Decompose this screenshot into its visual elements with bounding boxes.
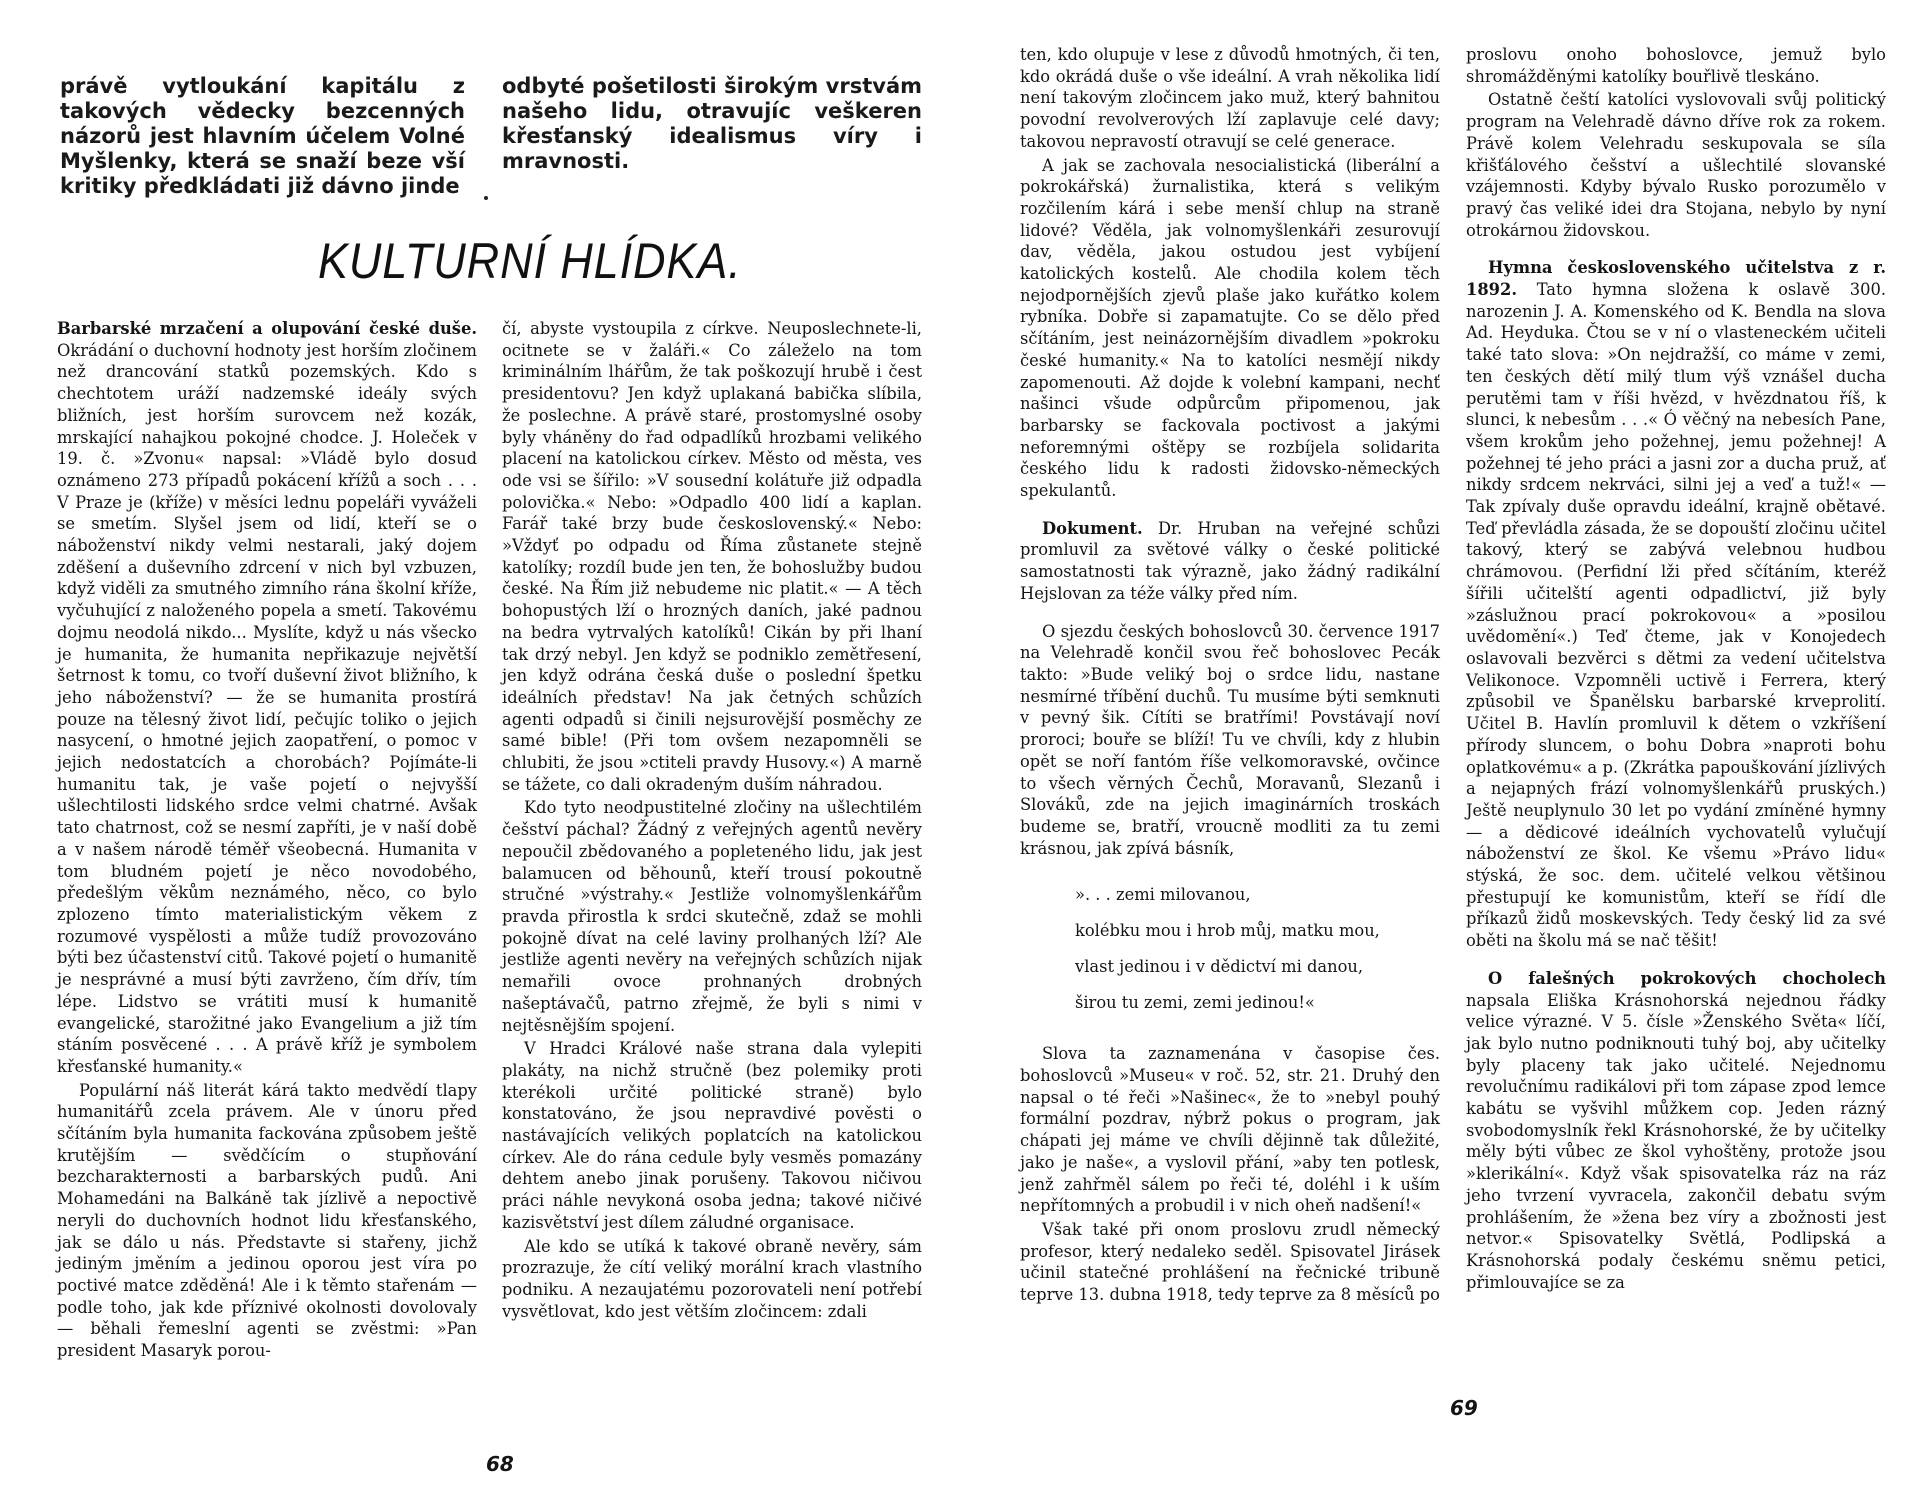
- right-page: [966, 0, 1932, 1500]
- poem-line: vlast jedinou i v dědictví mi danou,: [1075, 957, 1364, 977]
- left-page-column-1: [57, 318, 477, 1362]
- paragraph: Hymna československého učitelstva z r. 1892. Tato hymna složena k oslavě 300. narozenin J. A. Komenského od K. Bendla na slova Ad. Heyduka. Čtou se v ní o vlasteneckém učiteli také tato slova: »On nejdražší, co máme v zemi, ten českých dětí milý tlum výš vznášel ducha perutěmi tam v říši hvězd, v hvězdnatou říš, k slunci, k nebesům . . .« Ó věčný na nebesích Pane, všem krokům jeho požehnej, jemu požehnej! A požehnej té jeho práci a jasni zor a ducha pruž, ať nikdy srdcem nekrváci, silni jej a veď a tuž!« — Tak zpívaly duše opravdu ideální, krajně obětavé. Teď převládla zásada, že se dopouští zločinu učitel takový, který se zabývá velebnou hudbou chrámovou. (Perfidní lži před sčítáním, kteréž šířili učitelští agenti odpadlictví, již byly »záslužnou prací pokrokovou« a »posilou uvědomění«.) Teď čteme, jak v Konojedech oslavovali bezvěrci s dětmi za vedení učitelstva Velikonoce. Vzpomněli uctivě i Ferrera, který způsobil ve Španělsku barbarské krveprolití. Učitel B. Havlín promluvil k dětem o vzkříšení přírody sluncem, o bohu Dobra »naproti bohu oplatkovému« a p. (Zkrátka papouškování jízlivých a nejapných frází volnomyšlenkářů pruských.) Ještě neuplynulo 30 let po vydání zmíněné hymny — a dědicové ideálních vychovatelů vylučují náboženství ze škol. Ke všemu »Právo lidu« stýská, že soc. dem. učitelé velkou většinou přestupují ke komunistům, kteří se řídí dle příkazů židů moskevských. Tedy český lid za své oběti na školu má se nač těšit!: [1466, 258, 1886, 951]
- left-page-column-2: [502, 318, 922, 1322]
- section-title: KULTURNÍ HLÍDKA.: [318, 233, 742, 289]
- page-number: 68: [486, 1452, 514, 1476]
- page-number: 69: [1450, 1396, 1478, 1420]
- paragraph: čí, abyste vystoupila z církve. Neuposlechnete-li, ocitnete se v žaláři.« Co záleželo na tom kriminálním lhářům, že tak poškozují hrubě i čest presidentovu? Jen když uplakaná babička slíbila, že poslechne. A právě staré, prostomyslné osoby byly vháněny do řad odpadlíků hrozbami velikého placení na katolickou církev. Město od města, ves ode vsi se šířilo: »V sousední kolátuře již odpadla polovička.« Nebo: »Odpadlo 400 lidí a kaplan. Farář také brzy bude československý.« Nebo: »Vždyť po odpadu od Říma zůstanete stejně katolíky; rozdíl bude jen ten, že bohoslužby budou české. Na Řím již nebudeme nic platit.« — A těch bohopustých lží o hrozných daních, jaké padnou na bedra vytrvalých katolíků! Cikán by při lhaní tak drzý nebyl. Jen když se podniklo zemětřesení, jen když odrána česká duše o poslední špetku ideálních představ! Na jak četných schůzích agenti odpadů si činili nejsurovější posměchy ze samé bible! (Při tom ovšem nezapomněli se chlubiti, že jsou »ctiteli pravdy Husovy.«) A marně se tážete, co dali okradeným duším náhradou.: [502, 319, 922, 794]
- paragraph-lead: Barbarské mrzačení a olupování české duše.: [57, 319, 477, 338]
- paragraph-lead: Hymna československého učitelstva z r. 1892.: [1466, 258, 1886, 300]
- paragraph-lead: Dokument.: [1042, 518, 1143, 538]
- paragraph: O falešných pokrokových chocholech napsala Eliška Krásnohorská nejednou řádky velice výrazné. V 5. čísle »Ženského Světa« líčí, jak bylo nutno podniknouti tuhý boj, aby učitelky byly placeny tak jako učitelé. Nejednomu revolučnímu radikálovi při tom zápase zpod lemce kabátu se vyšvihl můžkem cop. Jeden rázný svobodomyslník řekl Krásnohorské, že by učitelky měly býti vůbec ze škol vyhoštěny, protože jsou »klerikální«. Když však spisovatelka ráz na ráz jeho tvrzení vyvracela, zakončil debatu svým prohlášením, že »žena bez víry a zbožnosti jest netvor.« Spisovatelky Světlá, Podlipská a Krásnohorská podaly českému sněmu petici, přimlouvajíce se za: [1466, 968, 1886, 1292]
- poem-line: širou tu zemi, zemi jedinou!«: [1075, 993, 1315, 1013]
- top-left-paragraph: právě vytloukání kapitálu z takových vědecky bezcenných názorů jest hlavním účelem Volné Myšlenky, která se snaží beze vší kritiky předkládati již dávno jinde: [60, 74, 465, 198]
- top-right-paragraph: odbyté pošetilosti širokým vrstvám našeho lidu, otravujíc veškeren křesťanský idealismus víry i mravnosti.: [502, 74, 922, 173]
- paragraph: V Hradci Králové naše strana dala vylepiti plakáty, na nichž stručně (bez polemiky proti kterékoli určité politické straně) bylo konstatováno, že jsou nepravdivé pověsti o nastávajících velikých poplatcích na katolickou církev. Ale do rána cedule byly vesměs pomazány dehtem anebo jinak porušeny. Takovou ničivou práci náhle nevykoná osoba jedna; takové ničivé kazisvětství jest dílem záludné organisace.: [502, 1039, 922, 1232]
- paragraph: proslovu onoho bohoslovce, jemuž bylo shromážděnými katolíky bouřlivě tleskáno.: [1466, 45, 1886, 86]
- poem-line: kolébku mou i hrob můj, matku mou,: [1075, 921, 1380, 941]
- paragraph: Ostatně čeští katolíci vyslovovali svůj politický program na Velehradě dávno dříve rok za rokem. Právě kolem Velehradu seskupovala se síla křišťálového češství a ušlechtilé slovanské vzájemnosti. Kdyby bývalo Rusko porozumělo v pravý čas veliké idei dra Stojana, nebylo by nyní otrokárnou židovskou.: [1466, 90, 1886, 240]
- paragraph: Však také při onom proslovu zrudl německý profesor, který nedaleko seděl. Spisovatel Jirásek učinil statečné prohlášení na řečnické tribuně teprve 13. dubna 1918, tedy teprve za 8 měsíců po: [1020, 1219, 1440, 1305]
- paragraph: Barbarské mrzačení a olupování české duše. Okrádání o duchovní hodnoty jest horším zločinem než drancování statků pozemských. Kdo s chechtotem uráží nadzemské ideály svých bližních, jest horším surovcem než kozák, mrskající nahajkou pokojné chodce. J. Holeček v 19. č. »Zvonu« napsal: »Vládě bylo dosud oznámeno 273 případů pokácení křížů a soch . . . V Praze je (kříže) v měsíci lednu popeláři vyváželi se smetím. Slyšel jsem od lidí, kteří se o náboženství nikdy velmi nestarali, jaký dojem zděšení a duševního zdrcení v nich byl vzbuzen, když viděli za smutného zimního rána školní kříže, vyčuhující z naloženého popela a smetí. Takovému dojmu neodolá nikdo... Myslíte, když u nás všecko je humanita, že humanita nepřikazuje největší šetrnost k tomu, co tvoří duševní život bližního, k jeho náboženství? — že se humanita prostírá pouze na tělesný život lidí, pečujíc toliko o jejich nasycení, o hmotné jejich zaopatření, o pomoc v jejich nedostatcích a chorobách? Pojímáte-li humanitu tak, je vaše pojetí o nejvyšší ušlechtilosti lidského srdce velmi chatrné. Avšak tato chatrnost, což se nesmí zapříti, je v naší době a v našem národě téměř všeobecná. Humanita v tom bludném pojetí je něco novodobého, předešlým věkům neznámého, něco, co bylo zplozeno tímto materialistickým věkem z rozumové vyspělosti a může tudíž provozováno býti bez účastenství citů. Takové pojetí o humanitě je nesprávné a musí býti zavrženo, čím dřív, tím lépe. Lidstvo se vrátiti musí k humanitě evangelické, starožitné jako Evangelium a již tím stáním posvěcené . . . A právě kříž je symbolem křesťanské humanity.«: [57, 319, 477, 1076]
- paragraph: Slova ta zaznamenána v časopise čes. bohoslovců »Museu« v roč. 52, str. 21. Druhý den napsal o té řeči »Našinec«, že to »nebyl pouhý formální pozdrav, nýbrž pokus o program, jak chápati jej máme ve chvíli dějinně tak důležité, jako je naše«, a vyslovil přání, »aby ten potlesk, jenž zahřměl sálem po řeči té, doléhl i k uším nepřítomných a probudil i v nich oheň nadšení!«: [1020, 1044, 1440, 1216]
- ornament-dot: [484, 196, 488, 200]
- paragraph: Populární náš literát kárá takto medvědí tlapy humanitářů zcela právem. Ale v únoru před sčítáním byla humanita fackována způsobem ještě krutějším — svědčícím o stupňování bezcharakternosti a barbarských pudů. Ani Mohamedáni na Balkáně tak jízlivě a nepoctivě neryli do duchovních hodnot lidu křesťanského, jak se dálo u nás. Představte si stařeny, jichž jediným jměním a jedinou oporou jest víra po poctivé matce zděděná! Ale i k těmto stařenám — podle toho, jak kde příznivé okolnosti dovolovaly — běhali řemeslní agenti se zvěstmi: »Pan president Masaryk porou-: [57, 1080, 477, 1361]
- poem-line: ». . . zemi milovanou,: [1075, 885, 1251, 905]
- paragraph: Kdo tyto neodpustitelné zločiny na ušlechtilém češství páchal? Žádný z veřejných agentů nevěry nepoučil zbědovaného a popleteného lidu, jak jest balamucen od běhounů, kteří trousí pokoutně stručné »výstrahy.« Jestliže volnomyšlenkářům pravda přirostla k srdci skutečně, zdaž se mohli pokojně dívat na celé laviny prolhaných lží? Ale jestliže agenti nevěry na veřejných schůzích nijak nemařili ovoce prohnaných drobných našeptávačů, patrno zřejmě, že byli s nimi v nejtěsnějším spojení.: [502, 798, 922, 1035]
- paragraph-lead: O falešných pokrokových chocholech: [1488, 968, 1886, 988]
- paragraph: A jak se zachovala nesocialistická (liberální a pokrokářská) žurnalistika, která s velikým rozčilením kárá i sebe menší chlup na straně lidové? Věděla, jak volnomyšlenkáři zesurovují dav, věděla, jakou ostudou jest vybíjení katolických kostelů. Ale chodila kolem těch nejodpornějších zjevů plaše jako kuřátko kolem rybníka. Dobře si zapamatujte. Co se dělo před sčítáním, jest neinázornějším divadlem »pokroku české humanity.« Na to katolíci nesmějí nikdy zapomenouti. Až dojde k volební kampani, nechť našinci všude odpůrcům připomenou, jak barbarsky se fackovala poctivost a jakými neforemnými oštěpy se rozbíjela solidarita českého lidu k radosti židovsko-německých spekulantů.: [1020, 155, 1440, 501]
- paragraph: Ale kdo se utíká k takové obraně nevěry, sám prozrazuje, že cítí veliký morální krach vlastního podniku. A nezaujatému pozorovateli není potřebí vysvětlovat, kdo jest větším zločincem: zdali: [502, 1236, 922, 1321]
- right-page-column-2: [1466, 44, 1886, 1293]
- paragraph: Dokument. Dr. Hruban na veřejné schůzi promluvil za světové války o české politické samostatnosti tak výrazně, jako žádný radikální Hejslovan za téže války před ním.: [1020, 518, 1440, 603]
- poem: [1075, 877, 1440, 1021]
- paragraph: ten, kdo olupuje v lese z důvodů hmotných, či ten, kdo okrádá duše o vše ideální. A vrah několika lidí není takovým zločincem jako muž, který bahnitou povodní revolverových lží zaplavuje celé davy; takovou nepravostí otravují se celé generace.: [1020, 45, 1440, 151]
- paragraph: O sjezdu českých bohoslovců 30. července 1917 na Velehradě končil svou řeč bohoslovec Pecák takto: »Bude veliký boj o srdce lidu, nastane nesmírné tříbění duchů. Tu musíme býti semknuti v pevný šik. Cítíti se bratřími! Povstávají noví proroci; bouře se blíží! Tu ve chvíli, kdy z hlubin opět se noří fantóm říše velkomoravské, ovčince to všech věrných Čechů, Moravanů, Slezanů i Slováků, zde na jejich imaginárních troskách budeme se, bratří, vroucně modliti za tu zemi krásnou, jak zpívá básník,: [1020, 621, 1440, 858]
- right-page-column-1: [1020, 44, 1440, 1306]
